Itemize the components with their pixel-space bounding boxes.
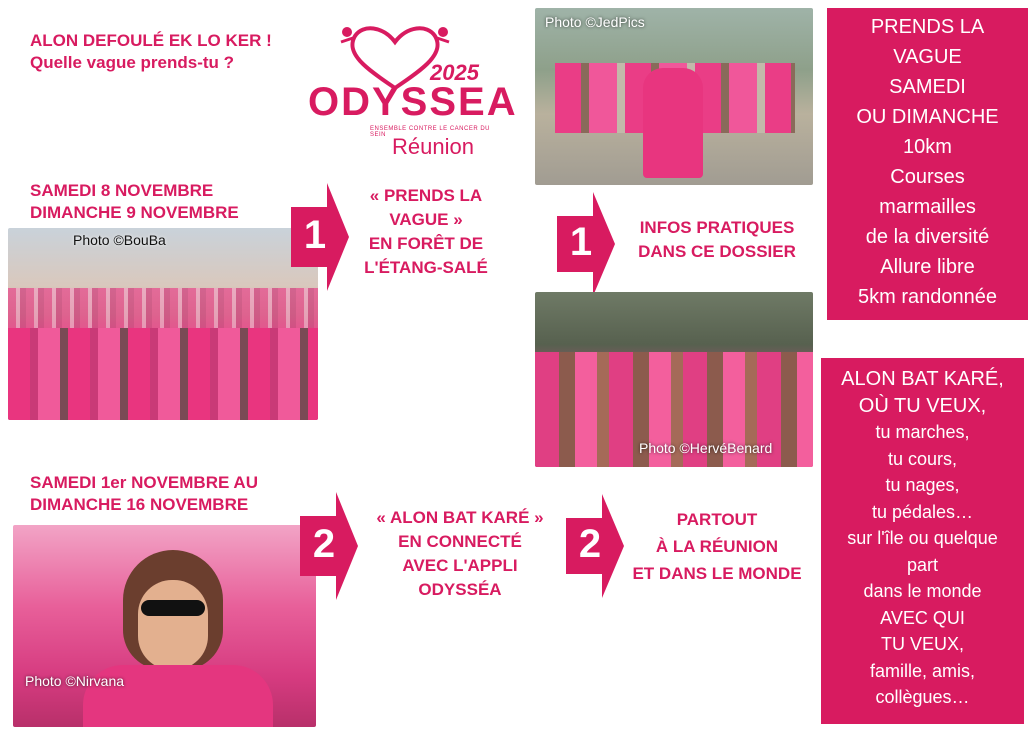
wave1-line: VAGUE »	[389, 210, 463, 229]
box2-line: dans le monde	[863, 581, 982, 601]
box2-line: part	[906, 554, 939, 575]
photo-woman	[13, 525, 316, 727]
box2-line: tu marches,	[875, 422, 970, 442]
arrow-2-number: 2	[312, 522, 336, 566]
wave1-text	[350, 184, 502, 280]
walkers-texture	[8, 328, 318, 420]
woman-face	[138, 580, 208, 670]
wave2-line: EN CONNECTÉ	[398, 532, 522, 551]
arrow-1	[291, 183, 349, 291]
wave1-line: EN FORÊT DE	[368, 234, 484, 253]
box1-line: SAMEDI	[889, 76, 966, 98]
logo-year: 2025	[430, 60, 479, 85]
box2-line: tu pédales…	[871, 501, 974, 522]
section2-date-2: DIMANCHE 16 NOVEMBRE	[30, 495, 249, 514]
sunglasses	[141, 600, 205, 616]
odyssea-logo	[300, 18, 518, 159]
box2-line: collègues…	[875, 687, 970, 707]
photo-crowd-credit: Photo ©HervéBenard	[639, 440, 773, 456]
logo-name: ODYSSEA	[308, 80, 518, 124]
arrow-1-number: 1	[303, 213, 327, 257]
box1-line: 10km	[903, 136, 952, 158]
box-alon-bat-kare	[821, 358, 1024, 724]
logo-region: Réunion	[392, 134, 474, 159]
box2-line: sur l'île ou quelque	[847, 528, 998, 548]
info-line: INFOS PRATIQUES	[639, 218, 795, 237]
photo-crowd	[535, 292, 813, 467]
photo-walkers	[8, 228, 318, 420]
box1-line: 5km randonnée	[858, 286, 997, 308]
where-line: À LA RÉUNION	[655, 537, 779, 556]
intro-text	[30, 30, 272, 74]
where-line: ET DANS LE MONDE	[632, 564, 802, 583]
where-line: PARTOUT	[676, 510, 758, 529]
wave1-line: L'ÉTANG-SALÉ	[364, 258, 488, 277]
section2-dates	[30, 472, 258, 516]
box1-line: Courses	[890, 166, 965, 188]
photo-walkers-credit: Photo ©BouBa	[73, 232, 166, 248]
box1-line: de la diversité	[865, 226, 990, 248]
box2-line: ALON BAT KARÉ,	[841, 368, 1004, 390]
section1-dates	[30, 180, 239, 224]
box2-line: TU VEUX,	[880, 634, 964, 654]
where-text	[618, 506, 816, 587]
wave2-line: « ALON BAT KARÉ »	[376, 508, 544, 527]
box1-line: VAGUE	[893, 46, 962, 68]
arrow-2	[300, 492, 358, 600]
box2-line: OÙ TU VEUX,	[858, 394, 987, 417]
section1-date-2: DIMANCHE 9 NOVEMBRE	[30, 203, 239, 222]
photo-woman-credit: Photo ©Nirvana	[25, 673, 125, 689]
photo-kids-credit: Photo ©JedPics	[545, 14, 645, 30]
intro-line-2: Quelle vague prends-tu ?	[30, 53, 235, 72]
wave2-text	[360, 506, 560, 602]
box1-line: PRENDS LA	[870, 16, 985, 38]
intro-line-1: ALON DEFOULÉ EK LO KER !	[30, 31, 272, 50]
section1-date-1: SAMEDI 8 NOVEMBRE	[30, 181, 214, 200]
section2-date-1: SAMEDI 1er NOVEMBRE AU	[30, 473, 258, 492]
box-prends-la-vague	[827, 8, 1028, 320]
wave2-line: AVEC L'APPLI	[402, 556, 518, 575]
box2-line: famille, amis,	[869, 660, 976, 681]
arrow-2b	[566, 494, 624, 598]
arrow-1b-number: 1	[569, 220, 593, 264]
wave2-line: ODYSSÉA	[418, 580, 502, 599]
photo-kids	[535, 8, 813, 185]
arrow-2b-number: 2	[578, 522, 602, 566]
box2-line: tu cours,	[887, 448, 958, 469]
box2-line: tu nages,	[885, 475, 960, 495]
arrow-1b	[557, 192, 615, 296]
box1-line: Allure libre	[880, 256, 975, 278]
box1-line: OU DIMANCHE	[856, 106, 999, 128]
info-line: DANS CE DOSSIER	[638, 242, 796, 261]
logo-tagline: ENSEMBLE CONTRE LE CANCER DU SEIN	[370, 126, 491, 138]
box1-line: marmailles	[879, 196, 976, 218]
info-text	[622, 216, 812, 264]
wave1-line: « PRENDS LA	[369, 186, 483, 205]
runner-girl	[643, 68, 703, 178]
box2-line: AVEC QUI	[880, 607, 965, 628]
crowd-texture	[8, 288, 318, 328]
